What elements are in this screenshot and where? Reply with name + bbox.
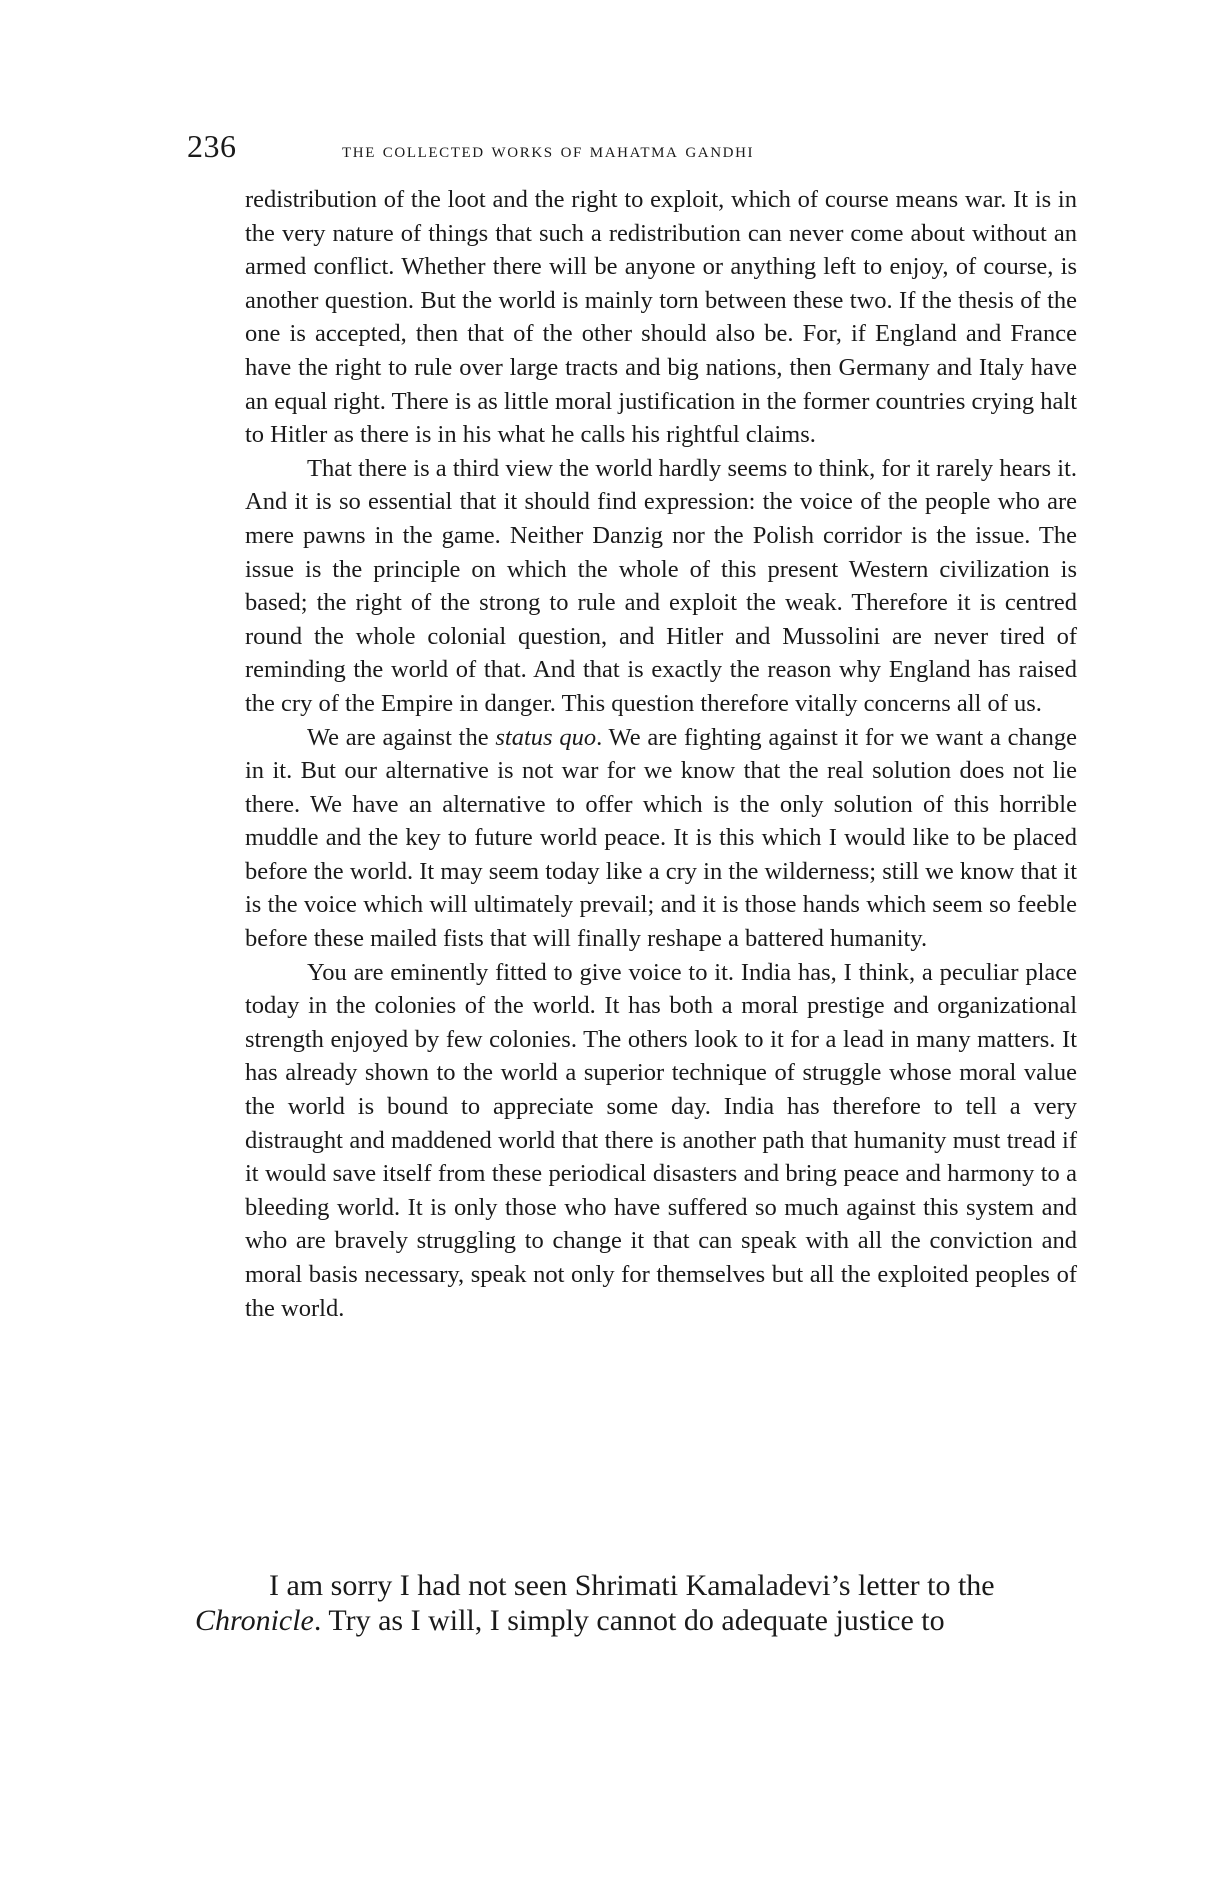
quote-paragraph-2: That there is a third view the world hardly seems to think, for it rarely hears it. And it is so essential that it should find expression: the voice of the people who are mere pawns in the game. Neither Danzig nor the Polish corridor is the issue. The issue is the principle on which the whole of this present Western civilization is based; the right of the strong to rule and exploit the weak. Therefore it is centred round the whole colonial question, and Hitler and Mussolini are never tired of reminding the world of that. And that is exactly the reason why England has raised the cry of the Empire in danger. This question therefore vitally concerns all of us. xyxy=(245,454,1077,717)
quote-paragraph-1: redistribution of the loot and the right to exploit, which of course means war. It is in the very nature of things that such a redistribution can never come about without an armed conflict. Whether there will be anyone or anything left to enjoy, of course, is another question. But the world is mainly torn between these two. If the thesis of the one is accepted, then that of the other should also be. For, if England and France have the right to rule over large tracts and big nations, then Germany and Italy have an equal right. There is as little moral justification in the former countries crying halt to Hitler as there is in his what he calls his rightful claims. xyxy=(245,186,1077,449)
quote-paragraph-3-start: We are against the xyxy=(307,723,489,751)
quote-paragraph-3 xyxy=(245,721,1077,956)
running-title: the collected works of mahatma gandhi xyxy=(342,138,755,162)
quote-paragraph-3-rest: . We are fighting against it for we want a change in it. But our alternative is not war for we know that the real solution does not lie there. We have an alternative to offer which is the only solution of this horrible muddle and the key to future world peace. It is this which I would like to be placed before the world. It may seem today like a cry in the wilderness; still we know that it is the voice which will ultimately prevail; and it is those hands which seem so feeble before these mailed fists that will finally reshape a battered humanity. xyxy=(245,723,1077,953)
status-quo-italic: status quo xyxy=(495,723,597,751)
page-number: 236 xyxy=(187,128,237,164)
quote-paragraph-4: You are eminently fitted to give voice to it. India has, I think, a peculiar place today in the colonies of the world. It has both a moral prestige and organizational strength enjoyed by few colonies. The others look to it for a lead in many matters. It has already shown to the world a superior technique of struggle whose moral value the world is bound to appreciate some day. India has therefore to tell a very distraught and maddened world that there is another path that humanity must tread if it would save itself from these periodical disasters and bring peace and harmony to a bleeding world. It is only those who have suffered so much against this system and who are bravely struggling to change it that can speak with all the conviction and moral basis necessary, speak not only for themselves but all the exploited peoples of the world. xyxy=(245,958,1077,1322)
cwmg-watermark xyxy=(70,495,230,1415)
main-paragraph-first-line: I am sorry I had not seen Shrimati Kamaladevi’s letter to the xyxy=(269,1569,995,1602)
main-paragraph xyxy=(195,1568,1082,1638)
quoted-letter xyxy=(245,183,1077,1325)
main-paragraph-rest: . Try as I will, I simply cannot do adequate justice to xyxy=(313,1604,945,1637)
page-header xyxy=(187,128,1087,168)
chronicle-italic: Chronicle xyxy=(195,1604,314,1637)
